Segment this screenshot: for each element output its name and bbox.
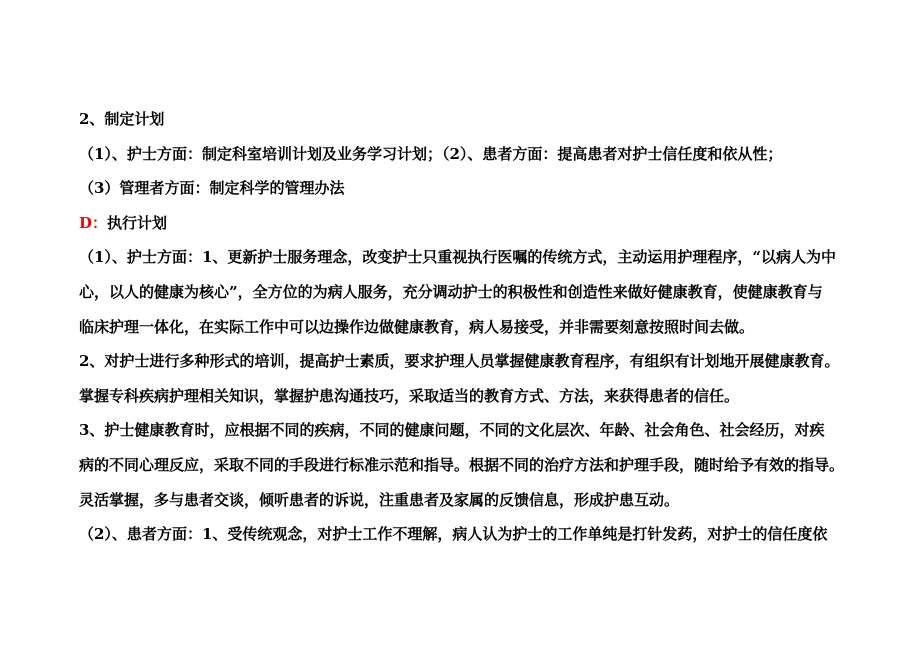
execute-line-8: 灵活掌握，多与患者交谈，倾听患者的诉说，注重患者及家属的反馈信息，形成护患互动。: [79, 490, 680, 509]
section-d-title: 执行计划: [107, 213, 168, 232]
plan-line-1: （1）、护士方面：制定科室培训计划及业务学习计划；（2）、患者方面：提高患者对护士信任度和依从性；: [79, 144, 783, 163]
execute-line-5: 掌握专科疾病护理相关知识，掌握护患沟通技巧，采取适当的教育方式、方法，来获得患者的信任。: [79, 386, 740, 405]
plan-line-2: （3）管理者方面：制定科学的管理办法: [79, 179, 345, 198]
execute-line-2: 心，以人的健康为核心”，全方位的为病人服务，充分调动护士的积极性和创造性来做好健康教育，使健康教育与: [79, 282, 823, 301]
execute-line-7: 病的不同心理反应，采取不同的手段进行标准示范和指导。根据不同的治疗方法和护理手段，随时给予有效的指导。: [79, 455, 845, 474]
execute-line-9: （2）、患者方面：1、受传统观念，对护士工作不理解，病人认为护士的工作单纯是打针发药，对护士的信任度依: [79, 525, 828, 544]
document-body: [79, 102, 864, 552]
execute-line-1: （1）、护士方面：1、更新护士服务理念，改变护士只重视执行医嘱的传统方式，主动运用护理程序，“以病人为中: [79, 248, 837, 267]
section-d-label: D: [79, 213, 93, 232]
section-heading-execute: [79, 206, 864, 241]
section-heading-plan: 2、制定计划: [79, 110, 165, 128]
execute-line-6: 3、护士健康教育时，应根据不同的疾病，不同的健康问题，不同的文化层次、年龄、社会角色、社会经历，对疾: [79, 421, 825, 440]
execute-line-4: 2、对护士进行多种形式的培训，提高护士素质，要求护理人员掌握健康教育程序，有组织有计划地开展健康教育。: [79, 352, 840, 371]
execute-line-3: 临床护理一体化，在实际工作中可以边操作边做健康教育，病人易接受，并非需要刻意按照时间去做。: [79, 317, 755, 336]
section-d-colon: ：: [92, 213, 108, 232]
